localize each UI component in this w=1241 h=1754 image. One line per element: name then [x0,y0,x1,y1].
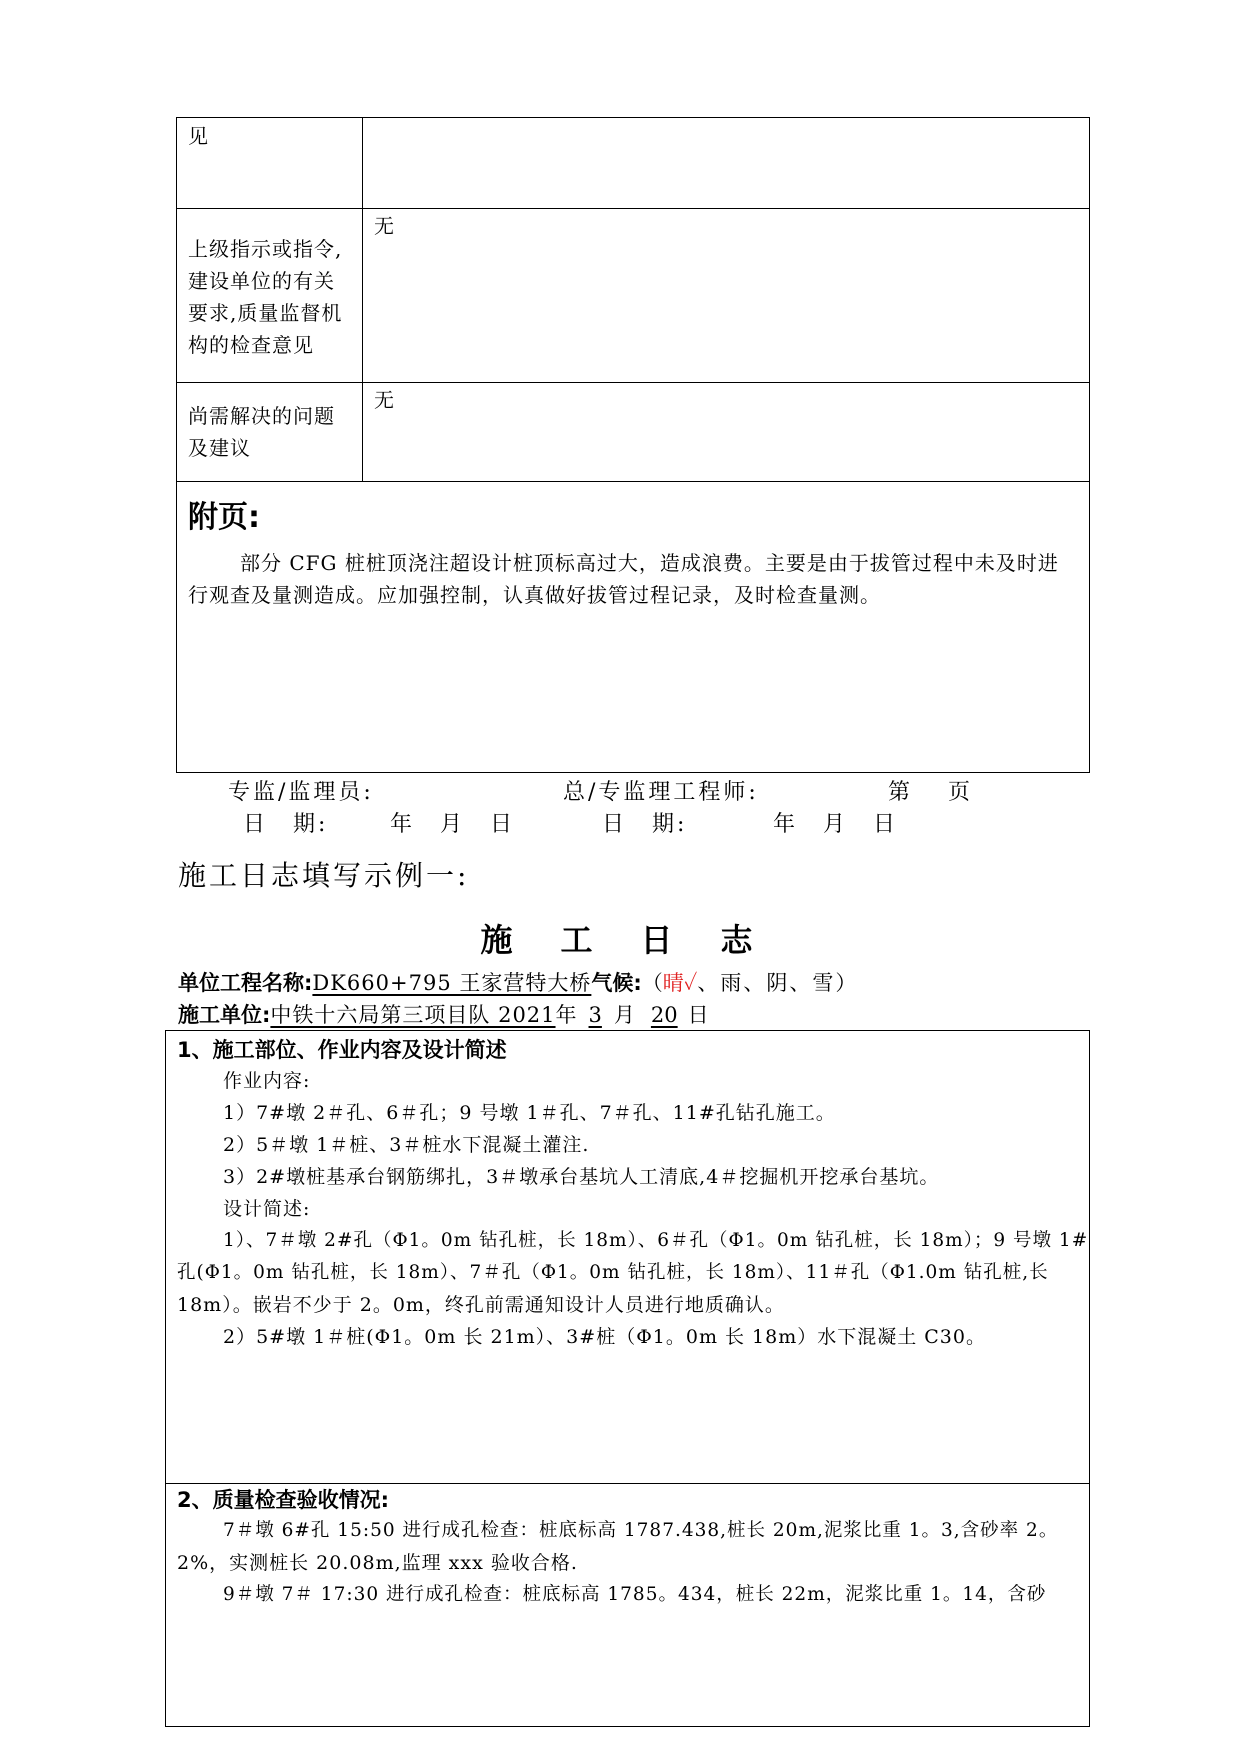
appendix-line: 部分 CFG 桩桩顶浇注超设计桩顶标高过大，造成浪费。主要是由于拔管过程中未及时进 [240,551,1059,575]
section1-body [177,1065,1089,1353]
section1-line: 18m）。嵌岩不少于 2。0m，终孔前需通知设计人员进行地质确认。 [177,1294,785,1316]
log-title: 施 工 日 志 [480,921,761,959]
weather-options: 、雨、阴、雪） [697,971,859,995]
section1-line: 孔(Φ1。0m 钻孔桩，长 18m）、7＃孔（Φ1。0m 钻孔桩，长 18m）、11＃孔（Φ1.0m 钻孔桩,长 [177,1262,1049,1283]
supervisor-label: 专监/监理员: [228,780,374,805]
date-left-ymd: 年 月 日 [390,812,516,837]
section1-line: 1）、7＃墩 2#孔（Φ1。0m 钻孔桩，长 18m）、6＃孔（Φ1。0m 钻孔桩，长 18m）；9 号墩 1# [223,1230,1089,1251]
project-value: DK660+795 王家营特大桥 [312,971,592,995]
section1-line: 设计简述: [223,1198,311,1220]
example-heading: 施工日志填写示例一: [178,859,470,892]
section2-title: 2、质量检查验收情况: [177,1488,390,1512]
section1-line: 2）5#墩 1＃桩(Φ1。0m 长 21m）、3#桩（Φ1。0m 长 18m）水下混凝土 C30。 [223,1326,986,1348]
section1-line: 1）7#墩 2＃孔、6＃孔；9 号墩 1＃孔、7＃孔、11#孔钻孔施工。 [223,1102,836,1124]
row2-label-line: 上级指示或指令, [188,237,343,261]
date-left-label: 日 期: [243,812,329,837]
page-label-suffix: 页 [948,780,974,805]
section2-body [177,1515,1083,1611]
row2-label [188,233,360,361]
row1-label: 见 [188,124,209,148]
section1-title: 1、施工部位、作业内容及设计简述 [177,1038,507,1062]
day-label: 日 [687,1003,709,1027]
weather-label: 气候: [591,971,642,995]
row3-label-line: 尚需解决的问题 [188,404,335,428]
appendix-title: 附页: [188,500,260,535]
section2-line: 2%，实测桩长 20.08m,监理 xxx 验收合格. [177,1552,578,1574]
log-project-line [178,967,858,997]
log-section-divider [165,1483,1090,1484]
unit-label: 施工单位: [178,1003,271,1027]
section1-line: 3）2#墩桩基承台钢筋绑扎，3＃墩承台基坑人工清底,4＃挖掘机开挖承台基坑。 [223,1166,940,1188]
section1-line: 2）5＃墩 1＃桩、3＃桩水下混凝土灌注. [223,1134,590,1156]
row2-label-line: 建设单位的有关 [188,269,335,293]
day-value: 20 [650,1003,678,1027]
table-divider-row1 [176,208,1090,209]
date-right-ymd: 年 月 日 [773,812,899,837]
appendix-line: 行观查及量测造成。应加强控制，认真做好拔管过程记录，及时检查量测。 [188,583,881,607]
row3-label-line: 及建议 [188,436,251,460]
weather-open: （ [641,971,663,995]
log-unit-line [178,999,709,1029]
table-divider-row2 [176,382,1090,383]
table-divider-vertical [362,117,363,482]
unit-value: 中铁十六局第三项目队 2021 [270,1003,556,1027]
table-divider-row3 [176,481,1090,482]
section2-line: 9＃墩 7＃ 17:30 进行成孔检查：桩底标高 1785。434，桩长 22m，泥浆比重 1。14，含砂 [223,1584,1047,1605]
date-right-label: 日 期: [602,812,688,837]
row2-value: 无 [374,214,395,238]
row3-label [188,400,360,464]
project-label: 单位工程名称: [178,971,313,995]
section2-line: 7＃墩 6#孔 15:50 进行成孔检查：桩底标高 1787.438,桩长 20m,泥浆比重 1。3,含砂率 2。 [223,1520,1059,1541]
chief-engineer-label: 总/专监理工程师: [563,780,759,805]
row2-label-line: 构的检查意见 [188,333,314,357]
month-label: 月 [613,1003,635,1027]
appendix-text [188,547,1086,611]
section1-line: 作业内容: [223,1070,311,1092]
row2-label-line: 要求,质量监督机 [188,301,343,325]
month-value: 3 [588,1003,602,1027]
page-label-prefix: 第 [888,780,914,805]
year-label: 年 [555,1003,577,1027]
row3-value: 无 [374,388,395,412]
weather-sunny-checked: 晴✓ [662,971,698,995]
